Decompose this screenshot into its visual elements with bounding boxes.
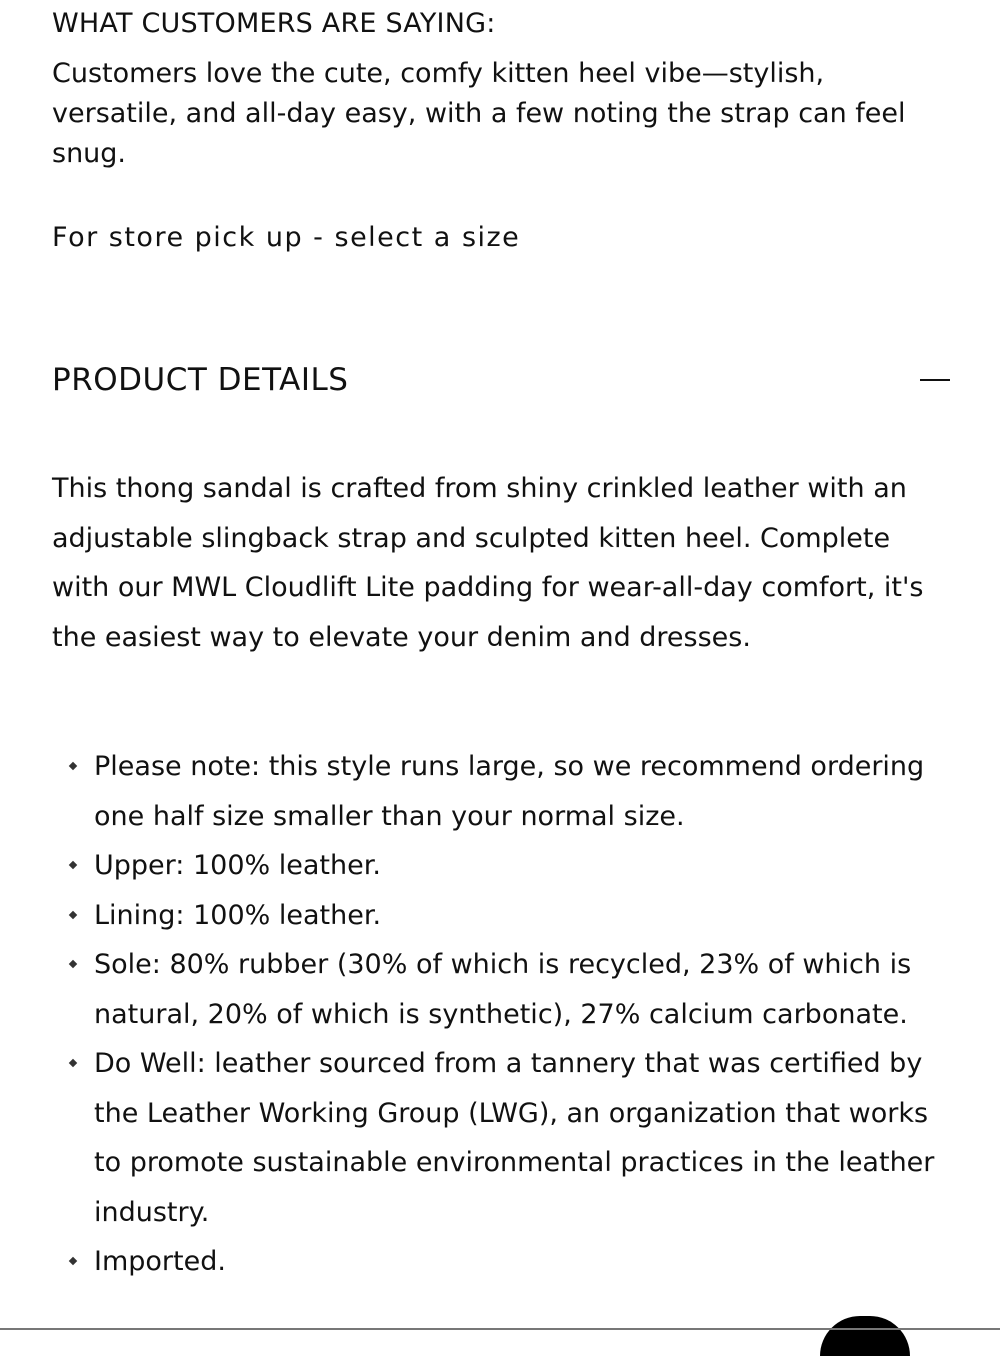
bullet-icon [69,861,77,869]
product-details-title: PRODUCT DETAILS [52,362,349,398]
list-item [94,841,944,891]
product-details-accordion-header[interactable] [52,352,952,408]
product-description: This thong sandal is crafted from shiny crinkled leather with an adjustable slingback strap and sculpted kitten heel. Complete with our MWL Cloudlift Lite padding for wear-all-day comfort, it's the easiest way to elevate your denim and dresses. [52,473,924,653]
chat-button[interactable] [820,1316,910,1356]
bullet-icon [69,1257,77,1265]
list-item-text: Lining: 100% leather. [94,899,382,931]
list-item [94,1039,944,1237]
list-item-text: Imported. [94,1246,226,1277]
list-item [94,742,944,841]
bullet-icon [69,960,77,968]
list-item-text: Do Well: leather sourced from a tannery that was certified by the Leather Working Group (LWG), an organization that works to promote sustainable environmental practices in the leather industry. [94,1048,935,1228]
list-item-text: Upper: 100% leather. [94,850,381,881]
list-item [94,891,944,941]
store-pickup-prompt: For store pick up - select a size [52,222,521,253]
product-details-list [94,742,944,1287]
reviews-summary: Customers love the cute, comfy kitten heel vibe—stylish, versatile, and all-day easy, with a few noting the strap can feel snug. [52,58,906,169]
bullet-icon [69,910,77,918]
list-item [94,940,944,1039]
bullet-icon [69,762,77,770]
bullet-icon [69,1059,77,1067]
list-item [94,1237,944,1287]
reviews-heading: WHAT CUSTOMERS ARE SAYING: [52,8,496,39]
list-item-text: Please note: this style runs large, so we recommend ordering one half size smaller than your normal size. [94,751,925,832]
minus-icon[interactable] [920,379,950,381]
list-item-text: Sole: 80% rubber (30% of which is recycled, 23% of which is natural, 20% of which is synthetic), 27% calcium carbonate. [94,949,912,1030]
